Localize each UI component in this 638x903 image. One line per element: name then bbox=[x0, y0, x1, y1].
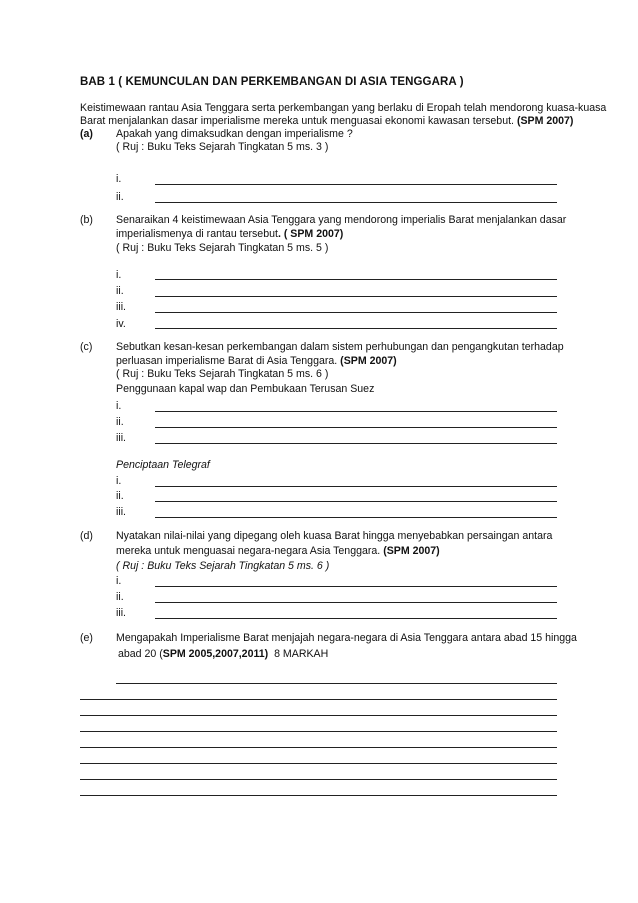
answer-number: i. bbox=[116, 475, 122, 487]
answer-line[interactable] bbox=[155, 202, 557, 203]
question-b-line-1: Senaraikan 4 keistimewaan Asia Tenggara yang mendorong imperialis Barat menjalankan dasar bbox=[116, 214, 567, 226]
answer-line[interactable] bbox=[155, 427, 557, 428]
essay-line[interactable] bbox=[116, 683, 557, 684]
question-c-line-2 bbox=[116, 355, 397, 368]
essay-line[interactable] bbox=[80, 795, 557, 796]
answer-number: iii. bbox=[116, 506, 127, 518]
answer-line[interactable] bbox=[155, 501, 557, 502]
essay-line[interactable] bbox=[80, 747, 557, 748]
answer-number: iii. bbox=[116, 607, 127, 619]
essay-line[interactable] bbox=[80, 731, 557, 732]
answer-number: i. bbox=[116, 575, 122, 587]
answer-number: i. bbox=[116, 173, 122, 185]
intro-text: Barat menjalankan dasar imperialisme mereka untuk menguasai ekonomi kawasan tersebut. bbox=[80, 115, 514, 127]
answer-number: ii. bbox=[116, 285, 124, 297]
answer-line[interactable] bbox=[155, 411, 557, 412]
question-b-ref: ( Ruj : Buku Teks Sejarah Tingkatan 5 ms. 5 ) bbox=[116, 242, 329, 254]
answer-number: iii. bbox=[116, 301, 127, 313]
answer-line[interactable] bbox=[155, 279, 557, 280]
intro-line-2 bbox=[80, 115, 573, 128]
intro-tag: (SPM 2007) bbox=[516, 115, 574, 127]
essay-line[interactable] bbox=[80, 699, 557, 700]
question-b-text: imperialismenya di rantau tersebut bbox=[116, 228, 278, 240]
answer-line[interactable] bbox=[155, 184, 557, 185]
essay-line[interactable] bbox=[80, 763, 557, 764]
page-title: BAB 1 ( KEMUNCULAN DAN PERKEMBANGAN DI ASIA TENGGARA ) bbox=[80, 76, 464, 88]
question-d-tag: (SPM 2007) bbox=[383, 545, 440, 557]
question-b-tag: . ( SPM 2007) bbox=[277, 228, 344, 240]
question-d-text: mereka untuk menguasai negara-negara Asia Tenggara. bbox=[116, 545, 381, 557]
question-b-line-2 bbox=[116, 228, 343, 241]
question-c-line-1: Sebutkan kesan-kesan perkembangan dalam sistem perhubungan dan pengangkutan terhadap bbox=[116, 341, 564, 353]
answer-number: ii. bbox=[116, 490, 124, 502]
answer-number: i. bbox=[116, 400, 122, 412]
question-c-text: perluasan imperialisme Barat di Asia Tenggara. bbox=[116, 355, 338, 367]
question-a-label: (a) bbox=[80, 128, 93, 140]
answer-line[interactable] bbox=[155, 443, 557, 444]
question-e-text: abad 20 ( bbox=[118, 648, 163, 660]
question-b-label: (b) bbox=[80, 214, 93, 226]
essay-line[interactable] bbox=[80, 715, 557, 716]
answer-line[interactable] bbox=[155, 517, 557, 518]
question-d-line-1: Nyatakan nilai-nilai yang dipegang oleh kuasa Barat hingga menyebabkan persaingan antara bbox=[116, 530, 553, 542]
question-e-tag: SPM 2005,2007,2011) bbox=[162, 648, 269, 660]
intro-line-1: Keistimewaan rantau Asia Tenggara serta perkembangan yang berlaku di Eropah telah mendorong kuasa-kuasa bbox=[80, 102, 607, 114]
answer-line[interactable] bbox=[155, 486, 557, 487]
question-c-subheading-1: Penggunaan kapal wap dan Pembukaan Terusan Suez bbox=[116, 383, 375, 395]
question-c-subheading-2: Penciptaan Telegraf bbox=[116, 459, 210, 471]
question-c-tag: (SPM 2007) bbox=[340, 355, 397, 367]
answer-line[interactable] bbox=[155, 312, 557, 313]
answer-line[interactable] bbox=[155, 296, 557, 297]
answer-number: iii. bbox=[116, 432, 127, 444]
answer-number: ii. bbox=[116, 416, 124, 428]
answer-line[interactable] bbox=[155, 328, 557, 329]
question-c-label: (c) bbox=[80, 341, 93, 353]
question-d-line-2 bbox=[116, 545, 440, 558]
answer-number: ii. bbox=[116, 591, 124, 603]
essay-line[interactable] bbox=[80, 779, 557, 780]
question-a-ref: ( Ruj : Buku Teks Sejarah Tingkatan 5 ms. 3 ) bbox=[116, 141, 329, 153]
question-e-line-1: Mengapakah Imperialisme Barat menjajah negara-negara di Asia Tenggara antara abad 15 hingga bbox=[116, 632, 577, 644]
question-a-text: Apakah yang dimaksudkan dengan imperialisme ? bbox=[116, 128, 353, 140]
answer-line[interactable] bbox=[155, 618, 557, 619]
answer-line[interactable] bbox=[155, 586, 557, 587]
question-d-label: (d) bbox=[80, 530, 93, 542]
answer-number: ii. bbox=[116, 191, 124, 203]
question-d-ref: ( Ruj : Buku Teks Sejarah Tingkatan 5 ms. 6 ) bbox=[116, 560, 330, 572]
answer-number: iv. bbox=[116, 318, 126, 330]
question-e-line-2 bbox=[118, 648, 328, 661]
question-e-marks: 8 MARKAH bbox=[274, 648, 329, 660]
question-c-ref: ( Ruj : Buku Teks Sejarah Tingkatan 5 ms. 6 ) bbox=[116, 368, 329, 380]
answer-number: i. bbox=[116, 269, 122, 281]
answer-line[interactable] bbox=[155, 602, 557, 603]
question-e-label: (e) bbox=[80, 632, 93, 644]
